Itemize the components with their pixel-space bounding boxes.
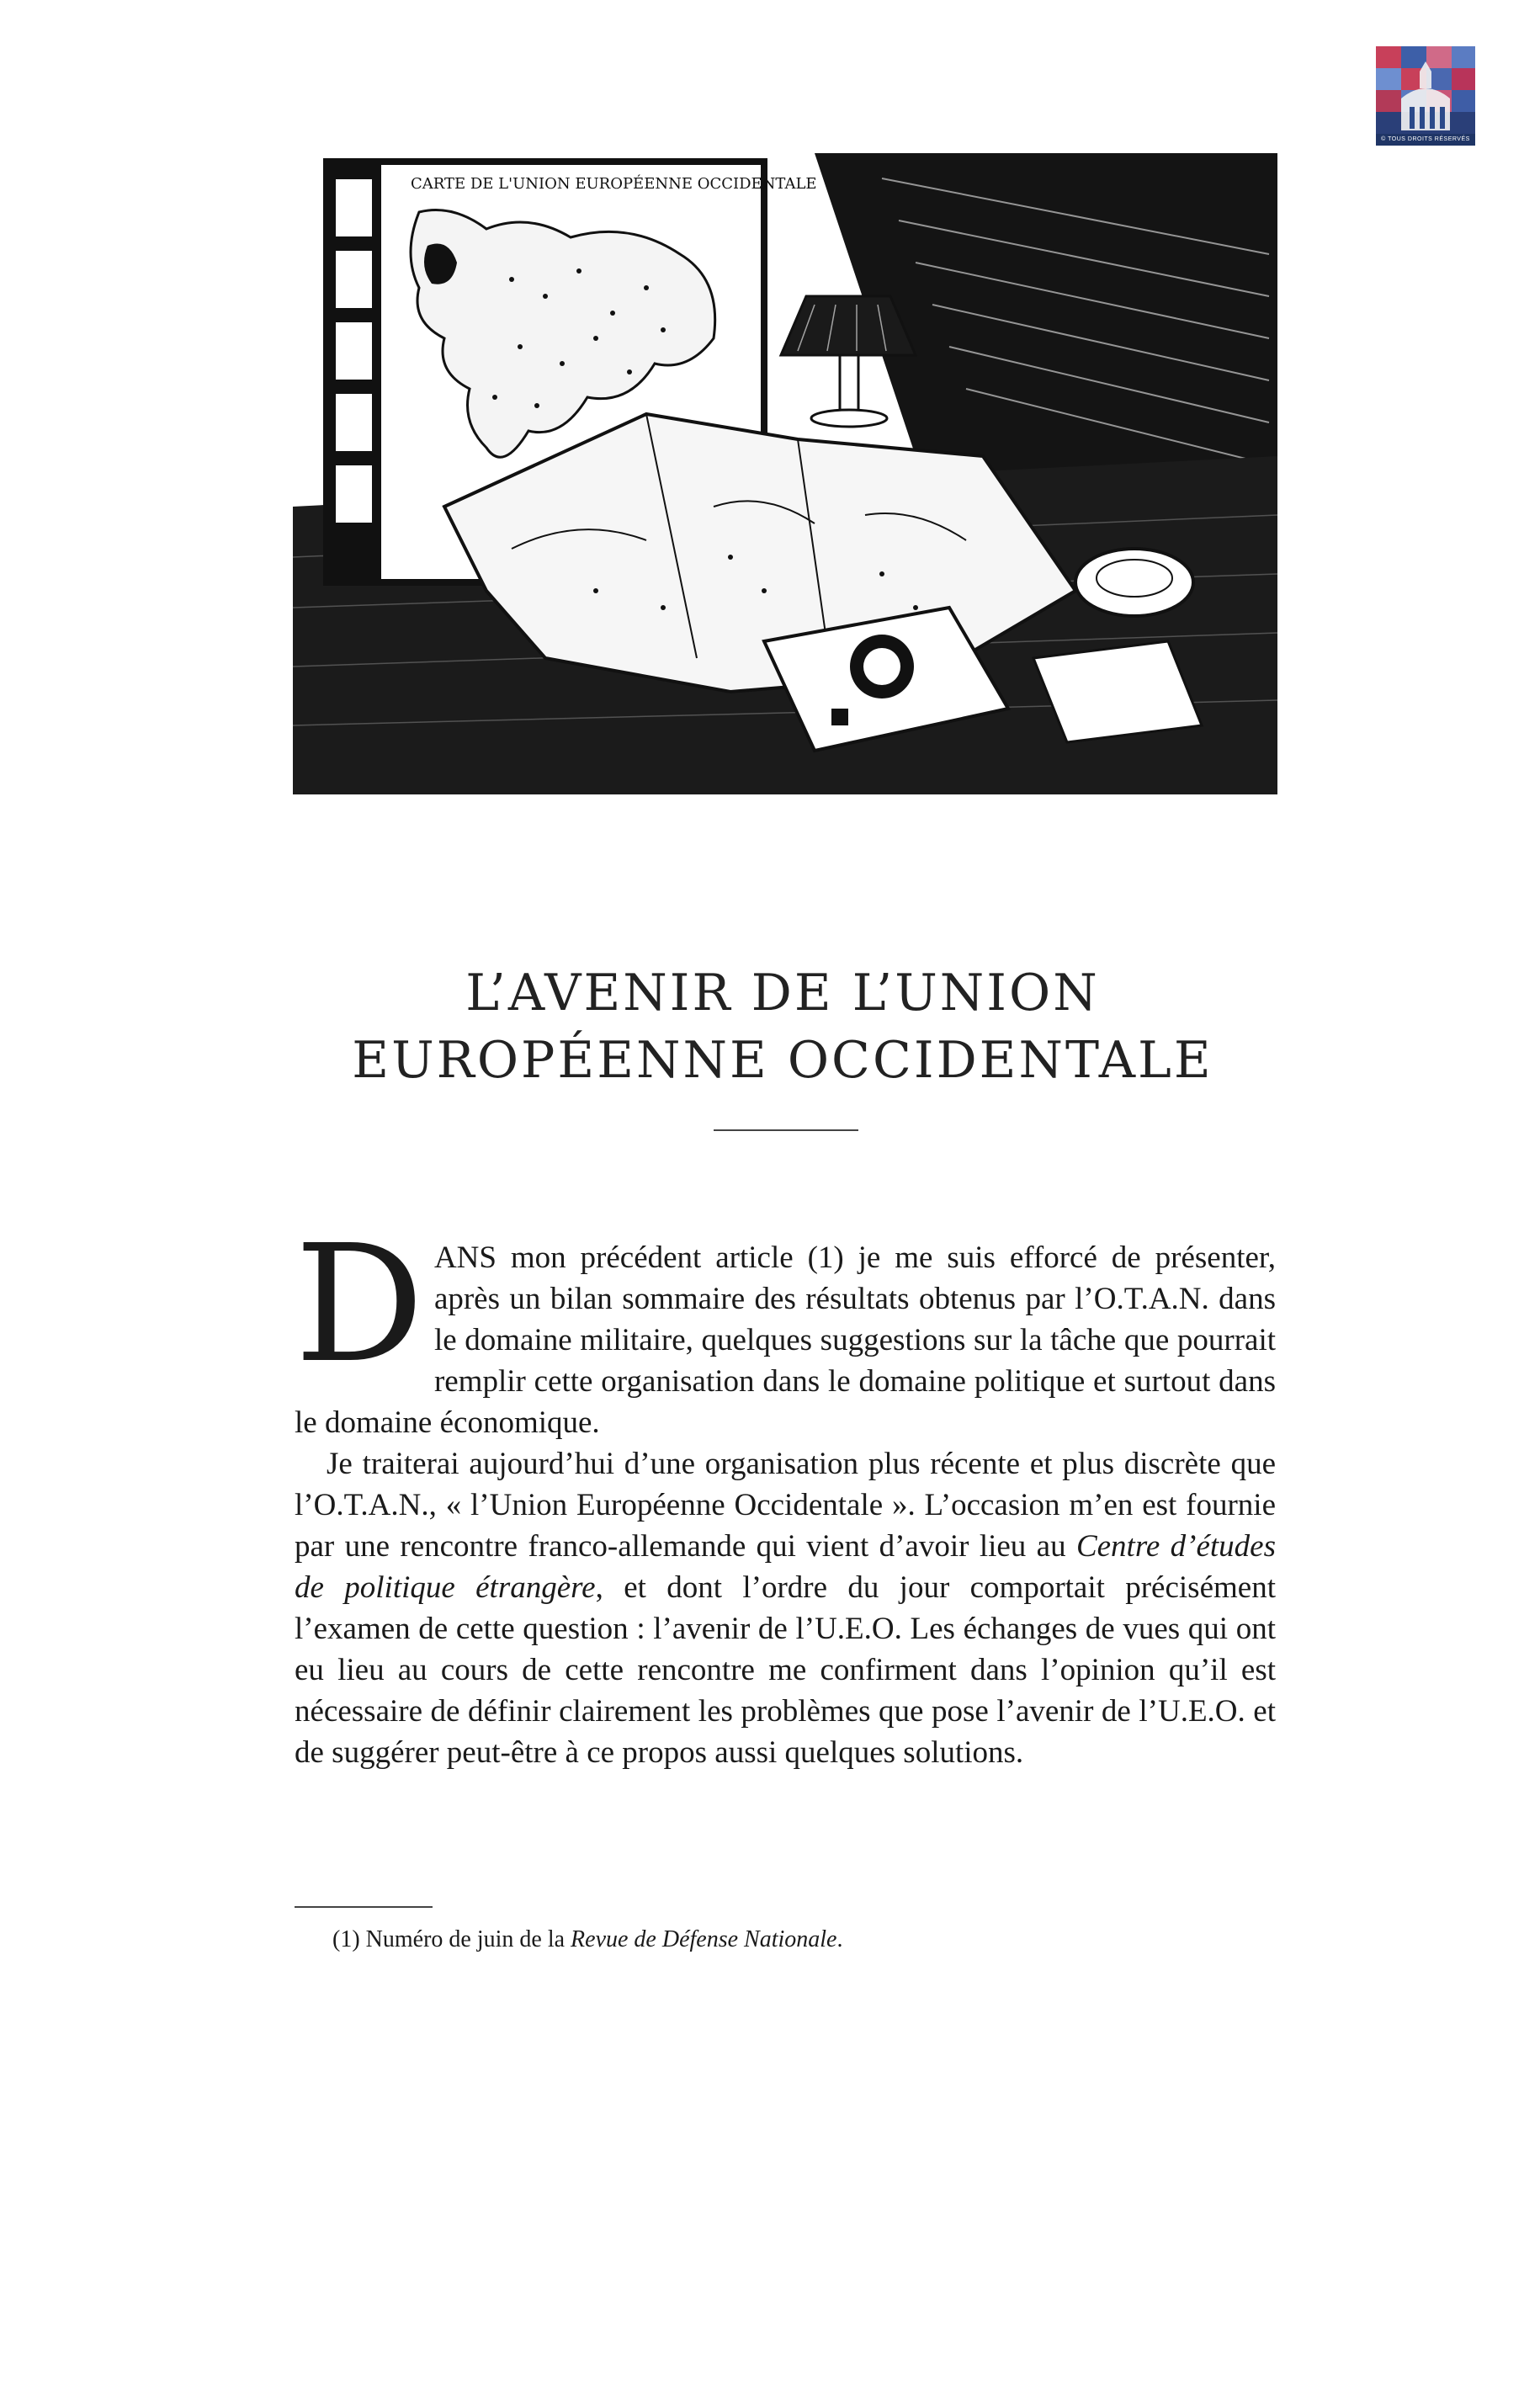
publisher-logo [1376,46,1475,146]
title-line-2: EUROPÉENNE OCCIDENTALE [352,1031,1213,1090]
paragraph-2-text-a: Je traiterai aujourd’hui d’une organisation plus récente et plus discrète que l’O.T.A.N., « l’Union Européenne Occidentale ». L’occasion m’en est fournie par une rencontre franco-allemande qui vient d’avoir lieu au [295,1447,1276,1564]
article-title [278,959,1288,1094]
map-table-illustration [293,153,1277,794]
paragraph-1-text: ANS mon précédent article (1) je me suis efforcé de présenter, après un bilan sommaire des résultats obtenus par l’O.T.A.N. dans le domaine militaire, quelques suggestions sur la tâche que pourrait remplir cette organisation dans le domaine politique et surtout dans le domaine économique. [295,1240,1276,1440]
paragraph-2-text-b: , et dont l’ordre du jour comportait précisément l’examen de cette question : l’avenir de l’U.E.O. Les échanges de vues qui ont eu lieu au cours de cette rencontre me confirment dans l’opinion qu’il est nécessaire de définir clairement les problèmes que pose l’avenir de l’U.E.O. et de suggérer peut-être à ce propos aussi quelques solutions. [295,1570,1276,1770]
article-body [295,1211,1276,1773]
footnote-text: Numéro de juin de la [359,1926,571,1952]
title-line-1: L’AVENIR DE L’UNION [465,964,1100,1023]
drop-cap: D [295,1211,424,1399]
footnote-italic: Revue de Défense Nationale [571,1926,837,1952]
footnote-marker: (1) [332,1926,360,1952]
footnote-divider [295,1906,433,1908]
map-caption: CARTE DE L'UNION EUROPÉENNE OCCIDENTALE [411,175,817,193]
paragraph-1 [295,1211,1276,1443]
logo-caption: © TOUS DROITS RÉSERVÉS [1376,134,1475,146]
footnote-end: . [836,1926,843,1952]
logo-emblem-icon [1376,46,1475,134]
paragraph-2-italic: Centre d’études de politique étrangère [295,1529,1276,1605]
title-divider [714,1129,858,1131]
paragraph-2 [295,1443,1276,1773]
footnote [332,1925,1258,1955]
